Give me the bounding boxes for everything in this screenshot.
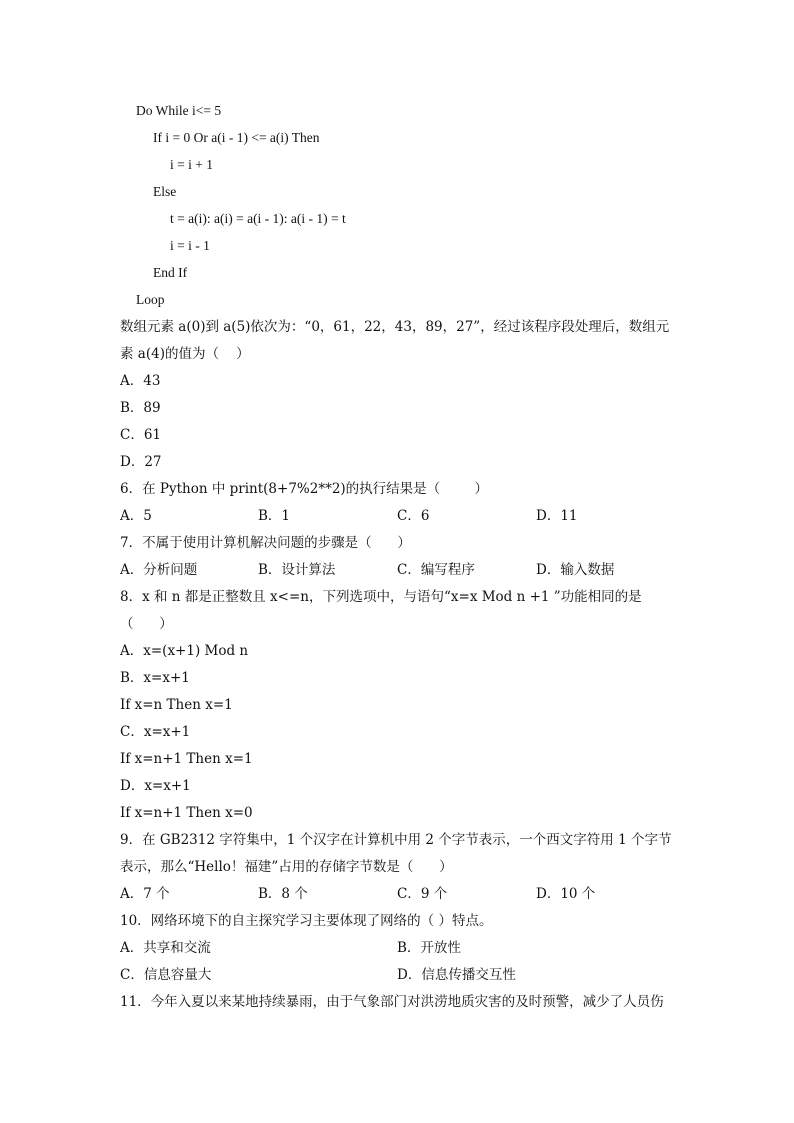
q7-option-a: A．分析问题 [120, 562, 198, 578]
q10-option-b: B．开放性 [397, 940, 461, 956]
code-line-swap: t = a(i): a(i) = a(i - 1): a(i - 1) = t [170, 211, 346, 226]
q10-stem: 10．网络环境下的自主探究学习主要体现了网络的（ ）特点。 [120, 913, 493, 929]
q8-option-d-line-2: If x=n+1 Then x=0 [120, 805, 253, 821]
q8-option-d-line-1: D．x=x+1 [120, 778, 191, 794]
q6-option-d: D．11 [536, 508, 578, 524]
q5-option-b: B．89 [120, 400, 161, 416]
q7-option-c: C．编写程序 [397, 562, 475, 578]
q8-option-b-line-1: B．x=x+1 [120, 670, 190, 686]
q5-stem-line-2: 素 a(4)的值为（ ） [120, 346, 250, 362]
q7-stem: 7．不属于使用计算机解决问题的步骤是（ ） [120, 535, 411, 551]
q9-option-b: B．8 个 [258, 886, 308, 902]
q9-option-c: C．9 个 [397, 886, 448, 902]
q6-option-a: A．5 [120, 508, 152, 524]
q8-stem-line-2: （ ） [120, 616, 173, 632]
q5-option-c: C．61 [120, 427, 162, 443]
q7-option-b: B．设计算法 [258, 562, 336, 578]
q9-stem-line-2: 表示，那么“Hello！福建”占用的存储字节数是（ ） [120, 859, 453, 875]
q9-option-a: A．7 个 [120, 886, 170, 902]
q9-stem-line-1: 9．在 GB2312 字符集中，1 个汉字在计算机中用 2 个字节表示，一个西文字符用 1 个字节 [120, 832, 672, 848]
code-line-do-while: Do While i<= 5 [136, 103, 222, 118]
q8-option-b-line-2: If x=n Then x=1 [120, 697, 233, 713]
code-line-loop: Loop [136, 292, 165, 307]
code-line-if: If i = 0 Or a(i - 1) <= a(i) Then [153, 130, 320, 145]
q10-option-d: D．信息传播交互性 [397, 967, 516, 983]
code-line-increment: i = i + 1 [170, 157, 213, 172]
q6-option-c: C．6 [397, 508, 430, 524]
q7-option-d: D．输入数据 [536, 562, 615, 578]
q8-stem-line-1: 8．x 和 n 都是正整数且 x<=n，下列选项中，与语句“x=x Mod n +1 ”功能相同的是 [120, 589, 642, 605]
q5-option-a: A．43 [120, 373, 161, 389]
q10-option-a: A．共享和交流 [120, 940, 211, 956]
q5-stem-line-1: 数组元素 a(0)到 a(5)依次为：“0，61，22，43，89，27”，经过该程序段处理后，数组元 [120, 319, 670, 335]
q10-option-c: C．信息容量大 [120, 967, 212, 983]
q6-stem: 6．在 Python 中 print(8+7%2**2)的执行结果是（ ） [120, 481, 489, 497]
q6-option-b: B．1 [258, 508, 291, 524]
q11-stem: 11．今年入夏以来某地持续暴雨，由于气象部门对洪涝地质灾害的及时预警，减少了人员伤 [120, 994, 664, 1010]
q8-option-a: A．x=(x+1) Mod n [120, 643, 249, 659]
q8-option-c-line-1: C．x=x+1 [120, 724, 191, 740]
code-line-end-if: End If [153, 265, 188, 280]
code-line-else: Else [153, 184, 177, 199]
q9-option-d: D．10 个 [536, 886, 596, 902]
code-line-decrement: i = i - 1 [170, 238, 210, 253]
q5-option-d: D．27 [120, 454, 162, 470]
q8-option-c-line-2: If x=n+1 Then x=1 [120, 751, 253, 767]
